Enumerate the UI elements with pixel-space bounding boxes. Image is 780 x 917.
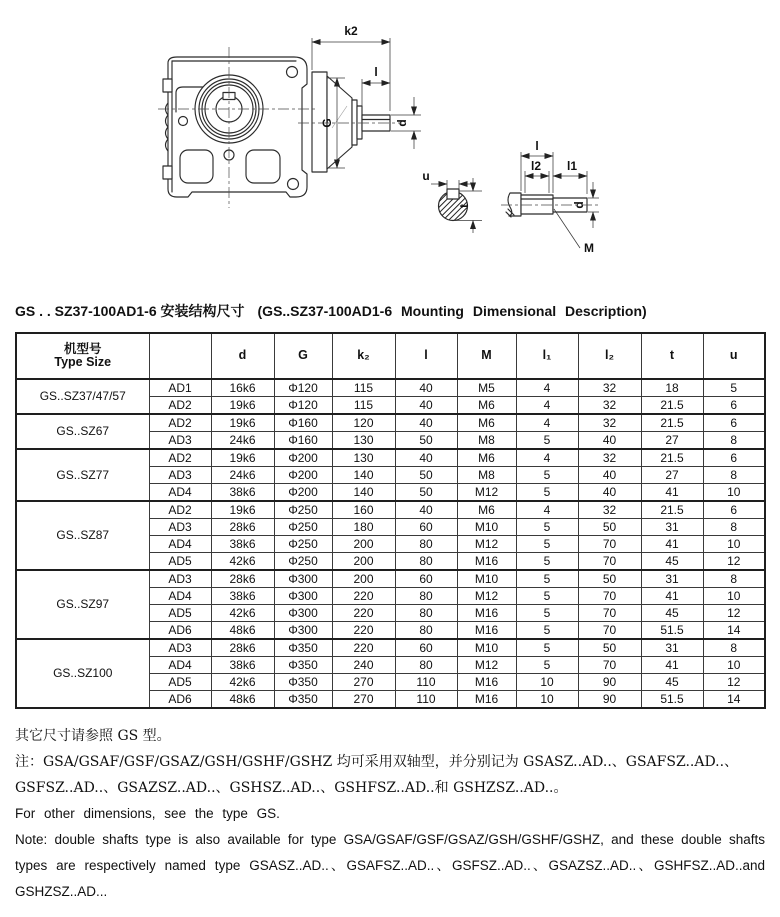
- table-row: [16, 570, 765, 588]
- value-cell: 31: [641, 570, 703, 588]
- value-cell: M5: [457, 379, 516, 397]
- value-cell: 5: [516, 519, 578, 536]
- value-cell: 5: [516, 605, 578, 622]
- value-cell: 12: [703, 674, 765, 691]
- value-cell: 40: [395, 501, 457, 519]
- value-cell: 40: [395, 397, 457, 415]
- value-cell: M12: [457, 484, 516, 502]
- value-cell: 40: [578, 432, 641, 450]
- table-row: [16, 639, 765, 657]
- value-cell: 12: [703, 553, 765, 571]
- value-cell: 45: [641, 605, 703, 622]
- value-cell: 115: [332, 397, 395, 415]
- value-cell: Φ120: [274, 397, 332, 415]
- value-cell: 5: [516, 553, 578, 571]
- value-cell: 120: [332, 414, 395, 432]
- value-cell: Φ300: [274, 570, 332, 588]
- dim-label-M: M: [584, 241, 594, 255]
- value-cell: 50: [395, 467, 457, 484]
- variant-cell: AD2: [149, 501, 211, 519]
- type-size-cell: GS..SZ87: [16, 501, 149, 570]
- header-M: M: [457, 333, 516, 379]
- type-size-cell: GS..SZ67: [16, 414, 149, 449]
- bolt-hole: [288, 179, 299, 190]
- value-cell: 5: [516, 639, 578, 657]
- value-cell: 220: [332, 639, 395, 657]
- value-cell: M10: [457, 570, 516, 588]
- value-cell: 110: [395, 691, 457, 709]
- table-row: [16, 414, 765, 432]
- value-cell: 70: [578, 657, 641, 674]
- variant-cell: AD2: [149, 397, 211, 415]
- variant-cell: AD4: [149, 484, 211, 502]
- value-cell: 70: [578, 605, 641, 622]
- header-type-size-cn: 机型号: [63, 341, 102, 356]
- value-cell: 220: [332, 588, 395, 605]
- value-cell: 4: [516, 414, 578, 432]
- value-cell: 10: [703, 588, 765, 605]
- value-cell: 220: [332, 605, 395, 622]
- value-cell: M16: [457, 622, 516, 640]
- value-cell: M10: [457, 519, 516, 536]
- variant-cell: AD3: [149, 570, 211, 588]
- value-cell: 28k6: [211, 570, 274, 588]
- value-cell: 80: [395, 588, 457, 605]
- variant-cell: AD4: [149, 536, 211, 553]
- value-cell: M16: [457, 553, 516, 571]
- header-type-size-en: Type Size: [54, 355, 112, 369]
- table-row: [16, 379, 765, 397]
- variant-cell: AD5: [149, 674, 211, 691]
- value-cell: 27: [641, 467, 703, 484]
- dim-label-d-shaft: d: [572, 201, 586, 209]
- value-cell: Φ200: [274, 449, 332, 467]
- value-cell: 45: [641, 553, 703, 571]
- value-cell: Φ250: [274, 536, 332, 553]
- value-cell: 19k6: [211, 501, 274, 519]
- value-cell: M6: [457, 414, 516, 432]
- value-cell: 4: [516, 501, 578, 519]
- variant-cell: AD6: [149, 622, 211, 640]
- value-cell: 41: [641, 484, 703, 502]
- value-cell: 70: [578, 553, 641, 571]
- value-cell: 80: [395, 622, 457, 640]
- value-cell: 45: [641, 674, 703, 691]
- value-cell: 19k6: [211, 397, 274, 415]
- value-cell: 10: [703, 657, 765, 674]
- value-cell: 115: [332, 379, 395, 397]
- note-en-double-shaft: Note: double shafts type is also available for type GSA/GSAF/GSF/GSAZ/GSH/GSHF/GSHZ, and these double shafts types are respectively named type GSASZ..AD..、GSAFSZ..AD..、GSFSZ..AD..、GSAZSZ..AD..、GSHFSZ..AD..and GSHZSZ..AD...: [15, 832, 765, 899]
- value-cell: 40: [395, 379, 457, 397]
- spec-table-body: [16, 379, 765, 708]
- variant-cell: AD1: [149, 379, 211, 397]
- value-cell: 16k6: [211, 379, 274, 397]
- value-cell: M16: [457, 691, 516, 709]
- value-cell: M6: [457, 397, 516, 415]
- value-cell: 38k6: [211, 657, 274, 674]
- value-cell: 38k6: [211, 536, 274, 553]
- value-cell: 32: [578, 397, 641, 415]
- value-cell: 51.5: [641, 691, 703, 709]
- value-cell: 5: [516, 536, 578, 553]
- type-size-cell: GS..SZ77: [16, 449, 149, 501]
- value-cell: 180: [332, 519, 395, 536]
- value-cell: 70: [578, 622, 641, 640]
- value-cell: 8: [703, 639, 765, 657]
- value-cell: 90: [578, 674, 641, 691]
- value-cell: 140: [332, 484, 395, 502]
- value-cell: Φ250: [274, 553, 332, 571]
- value-cell: 110: [395, 674, 457, 691]
- value-cell: M12: [457, 657, 516, 674]
- value-cell: 70: [578, 536, 641, 553]
- value-cell: 41: [641, 536, 703, 553]
- value-cell: 80: [395, 553, 457, 571]
- value-cell: 200: [332, 536, 395, 553]
- variant-cell: AD6: [149, 691, 211, 709]
- variant-cell: AD3: [149, 467, 211, 484]
- section-title-en: (GS..SZ37-100AD1-6 Mounting Dimensional Description): [257, 303, 647, 319]
- value-cell: 42k6: [211, 553, 274, 571]
- dim-label-l-shaft: l: [535, 139, 539, 153]
- value-cell: 200: [332, 570, 395, 588]
- value-cell: 38k6: [211, 588, 274, 605]
- value-cell: 31: [641, 519, 703, 536]
- variant-cell: AD4: [149, 588, 211, 605]
- value-cell: M6: [457, 449, 516, 467]
- header-l2: l₂: [578, 333, 641, 379]
- header-d: d: [211, 333, 274, 379]
- value-cell: 42k6: [211, 605, 274, 622]
- variant-cell: AD5: [149, 553, 211, 571]
- notes: [15, 723, 765, 905]
- value-cell: 19k6: [211, 414, 274, 432]
- value-cell: 70: [578, 588, 641, 605]
- dimension-table: [15, 332, 766, 709]
- value-cell: 24k6: [211, 432, 274, 450]
- value-cell: 48k6: [211, 622, 274, 640]
- value-cell: 40: [395, 449, 457, 467]
- value-cell: M16: [457, 674, 516, 691]
- gearbox-drawing-svg: [0, 0, 780, 288]
- variant-cell: AD3: [149, 639, 211, 657]
- value-cell: M6: [457, 501, 516, 519]
- value-cell: 50: [578, 519, 641, 536]
- value-cell: 4: [516, 449, 578, 467]
- value-cell: Φ350: [274, 639, 332, 657]
- table-row: [16, 449, 765, 467]
- value-cell: 38k6: [211, 484, 274, 502]
- value-cell: 80: [395, 536, 457, 553]
- section-title-cn: GS . . SZ37-100AD1-6 安装结构尺寸: [15, 303, 245, 319]
- dim-label-u: u: [422, 169, 430, 183]
- value-cell: 5: [516, 622, 578, 640]
- variant-cell: AD2: [149, 449, 211, 467]
- note-cn-double-shaft: 注：GSA/GSAF/GSF/GSAZ/GSH/GSHF/GSHZ 均可采用双轴型，并分别记为 GSASZ..AD..、GSAFSZ..AD..、GSFSZ..AD..、GSAZSZ..AD..、GSHSZ..AD..、GSHFSZ..AD..和 GSHZSZ..AD..。: [15, 754, 739, 796]
- value-cell: 21.5: [641, 397, 703, 415]
- dim-label-G: G: [320, 118, 334, 128]
- value-cell: 24k6: [211, 467, 274, 484]
- value-cell: Φ350: [274, 674, 332, 691]
- value-cell: 31: [641, 639, 703, 657]
- value-cell: 5: [516, 467, 578, 484]
- value-cell: 28k6: [211, 639, 274, 657]
- table-header-row: [16, 333, 765, 379]
- value-cell: 6: [703, 449, 765, 467]
- value-cell: 5: [516, 588, 578, 605]
- value-cell: Φ250: [274, 519, 332, 536]
- header-G: G: [274, 333, 332, 379]
- value-cell: 4: [516, 397, 578, 415]
- value-cell: 5: [516, 570, 578, 588]
- shaft-section-detail: [422, 169, 482, 233]
- value-cell: 140: [332, 467, 395, 484]
- note-en-other-dims: For other dimensions, see the type GS.: [15, 806, 280, 821]
- value-cell: 5: [516, 657, 578, 674]
- value-cell: 51.5: [641, 622, 703, 640]
- value-cell: M10: [457, 639, 516, 657]
- type-size-cell: GS..SZ100: [16, 639, 149, 708]
- value-cell: 32: [578, 449, 641, 467]
- value-cell: 90: [578, 691, 641, 709]
- value-cell: 8: [703, 570, 765, 588]
- header-k2: k₂: [332, 333, 395, 379]
- header-type-size: [16, 333, 149, 379]
- header-l1: l₁: [516, 333, 578, 379]
- value-cell: 18: [641, 379, 703, 397]
- value-cell: 4: [516, 379, 578, 397]
- value-cell: M12: [457, 588, 516, 605]
- value-cell: 14: [703, 622, 765, 640]
- header-l: l: [395, 333, 457, 379]
- value-cell: Φ300: [274, 605, 332, 622]
- value-cell: 21.5: [641, 501, 703, 519]
- section-title: [15, 301, 780, 321]
- value-cell: Φ160: [274, 432, 332, 450]
- value-cell: 6: [703, 501, 765, 519]
- note-cn-other-dims: 其它尺寸请参照 GS 型。: [15, 728, 171, 744]
- value-cell: M16: [457, 605, 516, 622]
- value-cell: 40: [395, 414, 457, 432]
- gearbox-front-view: [163, 57, 307, 197]
- value-cell: 130: [332, 449, 395, 467]
- value-cell: 10: [516, 674, 578, 691]
- input-shaft-detail: [501, 139, 601, 255]
- value-cell: 14: [703, 691, 765, 709]
- value-cell: 220: [332, 622, 395, 640]
- value-cell: 10: [703, 484, 765, 502]
- value-cell: 6: [703, 414, 765, 432]
- value-cell: 8: [703, 432, 765, 450]
- value-cell: 50: [578, 570, 641, 588]
- value-cell: 240: [332, 657, 395, 674]
- type-size-cell: GS..SZ37/47/57: [16, 379, 149, 414]
- value-cell: 80: [395, 657, 457, 674]
- value-cell: 5: [516, 432, 578, 450]
- value-cell: 27: [641, 432, 703, 450]
- value-cell: 200: [332, 553, 395, 571]
- header-u: u: [703, 333, 765, 379]
- value-cell: Φ350: [274, 657, 332, 674]
- value-cell: 5: [516, 484, 578, 502]
- dim-label-l1: l1: [566, 159, 578, 173]
- value-cell: 50: [578, 639, 641, 657]
- value-cell: Φ200: [274, 467, 332, 484]
- value-cell: 10: [703, 536, 765, 553]
- value-cell: 32: [578, 501, 641, 519]
- value-cell: Φ300: [274, 588, 332, 605]
- bolt-hole: [287, 67, 298, 78]
- dim-label-t: t: [457, 204, 471, 208]
- value-cell: 60: [395, 570, 457, 588]
- value-cell: Φ120: [274, 379, 332, 397]
- value-cell: Φ300: [274, 622, 332, 640]
- value-cell: 28k6: [211, 519, 274, 536]
- value-cell: 8: [703, 519, 765, 536]
- table-row: [16, 501, 765, 519]
- value-cell: 42k6: [211, 674, 274, 691]
- value-cell: 19k6: [211, 449, 274, 467]
- dim-label-d-main: d: [395, 119, 409, 127]
- variant-cell: AD3: [149, 519, 211, 536]
- variant-cell: AD4: [149, 657, 211, 674]
- value-cell: 10: [516, 691, 578, 709]
- dim-label-l-main: l: [374, 65, 378, 79]
- value-cell: 270: [332, 691, 395, 709]
- value-cell: 40: [578, 484, 641, 502]
- value-cell: M8: [457, 432, 516, 450]
- header-t: t: [641, 333, 703, 379]
- value-cell: M12: [457, 536, 516, 553]
- value-cell: 50: [395, 432, 457, 450]
- value-cell: Φ250: [274, 501, 332, 519]
- value-cell: 40: [578, 467, 641, 484]
- value-cell: 5: [703, 379, 765, 397]
- variant-cell: AD3: [149, 432, 211, 450]
- value-cell: 270: [332, 674, 395, 691]
- value-cell: 32: [578, 414, 641, 432]
- value-cell: 6: [703, 397, 765, 415]
- value-cell: 41: [641, 657, 703, 674]
- value-cell: 80: [395, 605, 457, 622]
- value-cell: 32: [578, 379, 641, 397]
- variant-cell: AD5: [149, 605, 211, 622]
- value-cell: 12: [703, 605, 765, 622]
- value-cell: 48k6: [211, 691, 274, 709]
- value-cell: 8: [703, 467, 765, 484]
- value-cell: 50: [395, 484, 457, 502]
- value-cell: 21.5: [641, 449, 703, 467]
- dim-label-k2: k2: [344, 24, 358, 38]
- value-cell: 160: [332, 501, 395, 519]
- bolt-hole: [179, 117, 188, 126]
- dim-label-l2: l2: [530, 159, 542, 173]
- value-cell: 41: [641, 588, 703, 605]
- value-cell: Φ160: [274, 414, 332, 432]
- value-cell: 21.5: [641, 414, 703, 432]
- value-cell: Φ350: [274, 691, 332, 709]
- value-cell: 130: [332, 432, 395, 450]
- value-cell: Φ200: [274, 484, 332, 502]
- value-cell: 60: [395, 639, 457, 657]
- variant-cell: AD2: [149, 414, 211, 432]
- technical-drawing: [0, 0, 780, 288]
- type-size-cell: GS..SZ97: [16, 570, 149, 639]
- value-cell: 60: [395, 519, 457, 536]
- header-variant: [149, 333, 211, 379]
- value-cell: M8: [457, 467, 516, 484]
